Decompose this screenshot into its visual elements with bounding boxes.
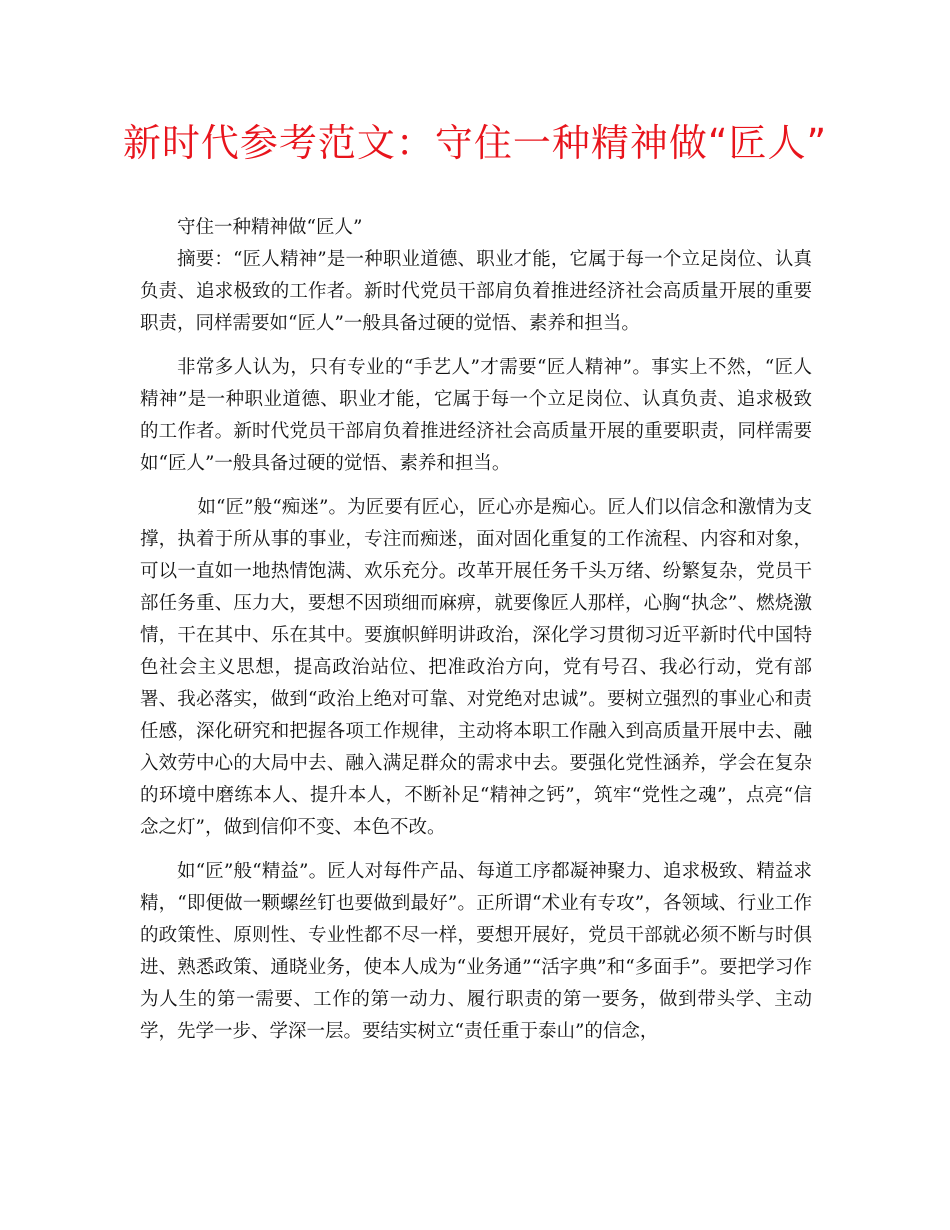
abstract-paragraph: 摘要：“匠人精神”是一种职业道德、职业才能，它属于每一个立足岗位、认真负责、追求极致的工作者。新时代党员干部肩负着推进经济社会高质量开展的重要职责，同样需要如“匠人”一般具备过硬的觉悟、素养和担当。 — [140, 249, 812, 334]
page-title: 新时代参考范文：守住一种精神做“匠人” — [122, 121, 828, 165]
subtitle-paragraph: 守住一种精神做“匠人” — [177, 217, 363, 238]
body-paragraph-2: 如“匠”般“痴迷”。为匠要有匠心，匠心亦是痴心。匠人们以信念和激情为支撑，执着于所从事的事业，专注而痴迷，面对固化重复的工作流程、内容和对象，可以一直如一地热情饱满、欢乐充分。改革开展任务千头万绪、纷繁复杂，党员干部任务重、压力大，要想不因琐细而麻痹，就要像匠人那样，心胸“执念”、燃烧激情，干在其中、乐在其中。要旗帜鲜明讲政治，深化学习贯彻习近平新时代中国特色社会主义思想，提高政治站位、把准政治方向，党有号召、我必行动，党有部署、我必落实，做到“政治上绝对可靠、对党绝对忠诚”。要树立强烈的事业心和责任感，深化研究和把握各项工作规律，主动将本职工作融入到高质量开展中去、融入效劳中心的大局中去、融入满足群众的需求中去。要强化党性涵养，学会在复杂的环境中磨练本人、提升本人，不断补足“精神之钙”，筑牢“党性之魂”，点亮“信念之灯”，做到信仰不变、本色不改。 — [140, 497, 812, 838]
body-paragraph-1: 非常多人认为，只有专业的“手艺人”才需要“匠人精神”。事实上不然，“匠人精神”是一种职业道德、职业才能，它属于每一个立足岗位、认真负责、追求极致的工作者。新时代党员干部肩负着推进经济社会高质量开展的重要职责，同样需要如“匠人”一般具备过硬的觉悟、素养和担当。 — [140, 357, 812, 474]
document-body — [140, 212, 812, 1048]
body-paragraph-3: 如“匠”般“精益”。匠人对每件产品、每道工序都凝神聚力、追求极致、精益求精，“即便做一颗螺丝钉也要做到最好”。正所谓“术业有专攻”，各领域、行业工作的政策性、原则性、专业性都不尽一样，要想开展好，党员干部就必须不断与时俱进、熟悉政策、通晓业务，使本人成为“业务通”“活字典”和“多面手”。要把学习作为人生的第一需要、工作的第一动力、履行职责的第一要务，做到带头学、主动学，先学一步、学深一层。要结实树立“责任重于泰山”的信念， — [140, 861, 812, 1042]
